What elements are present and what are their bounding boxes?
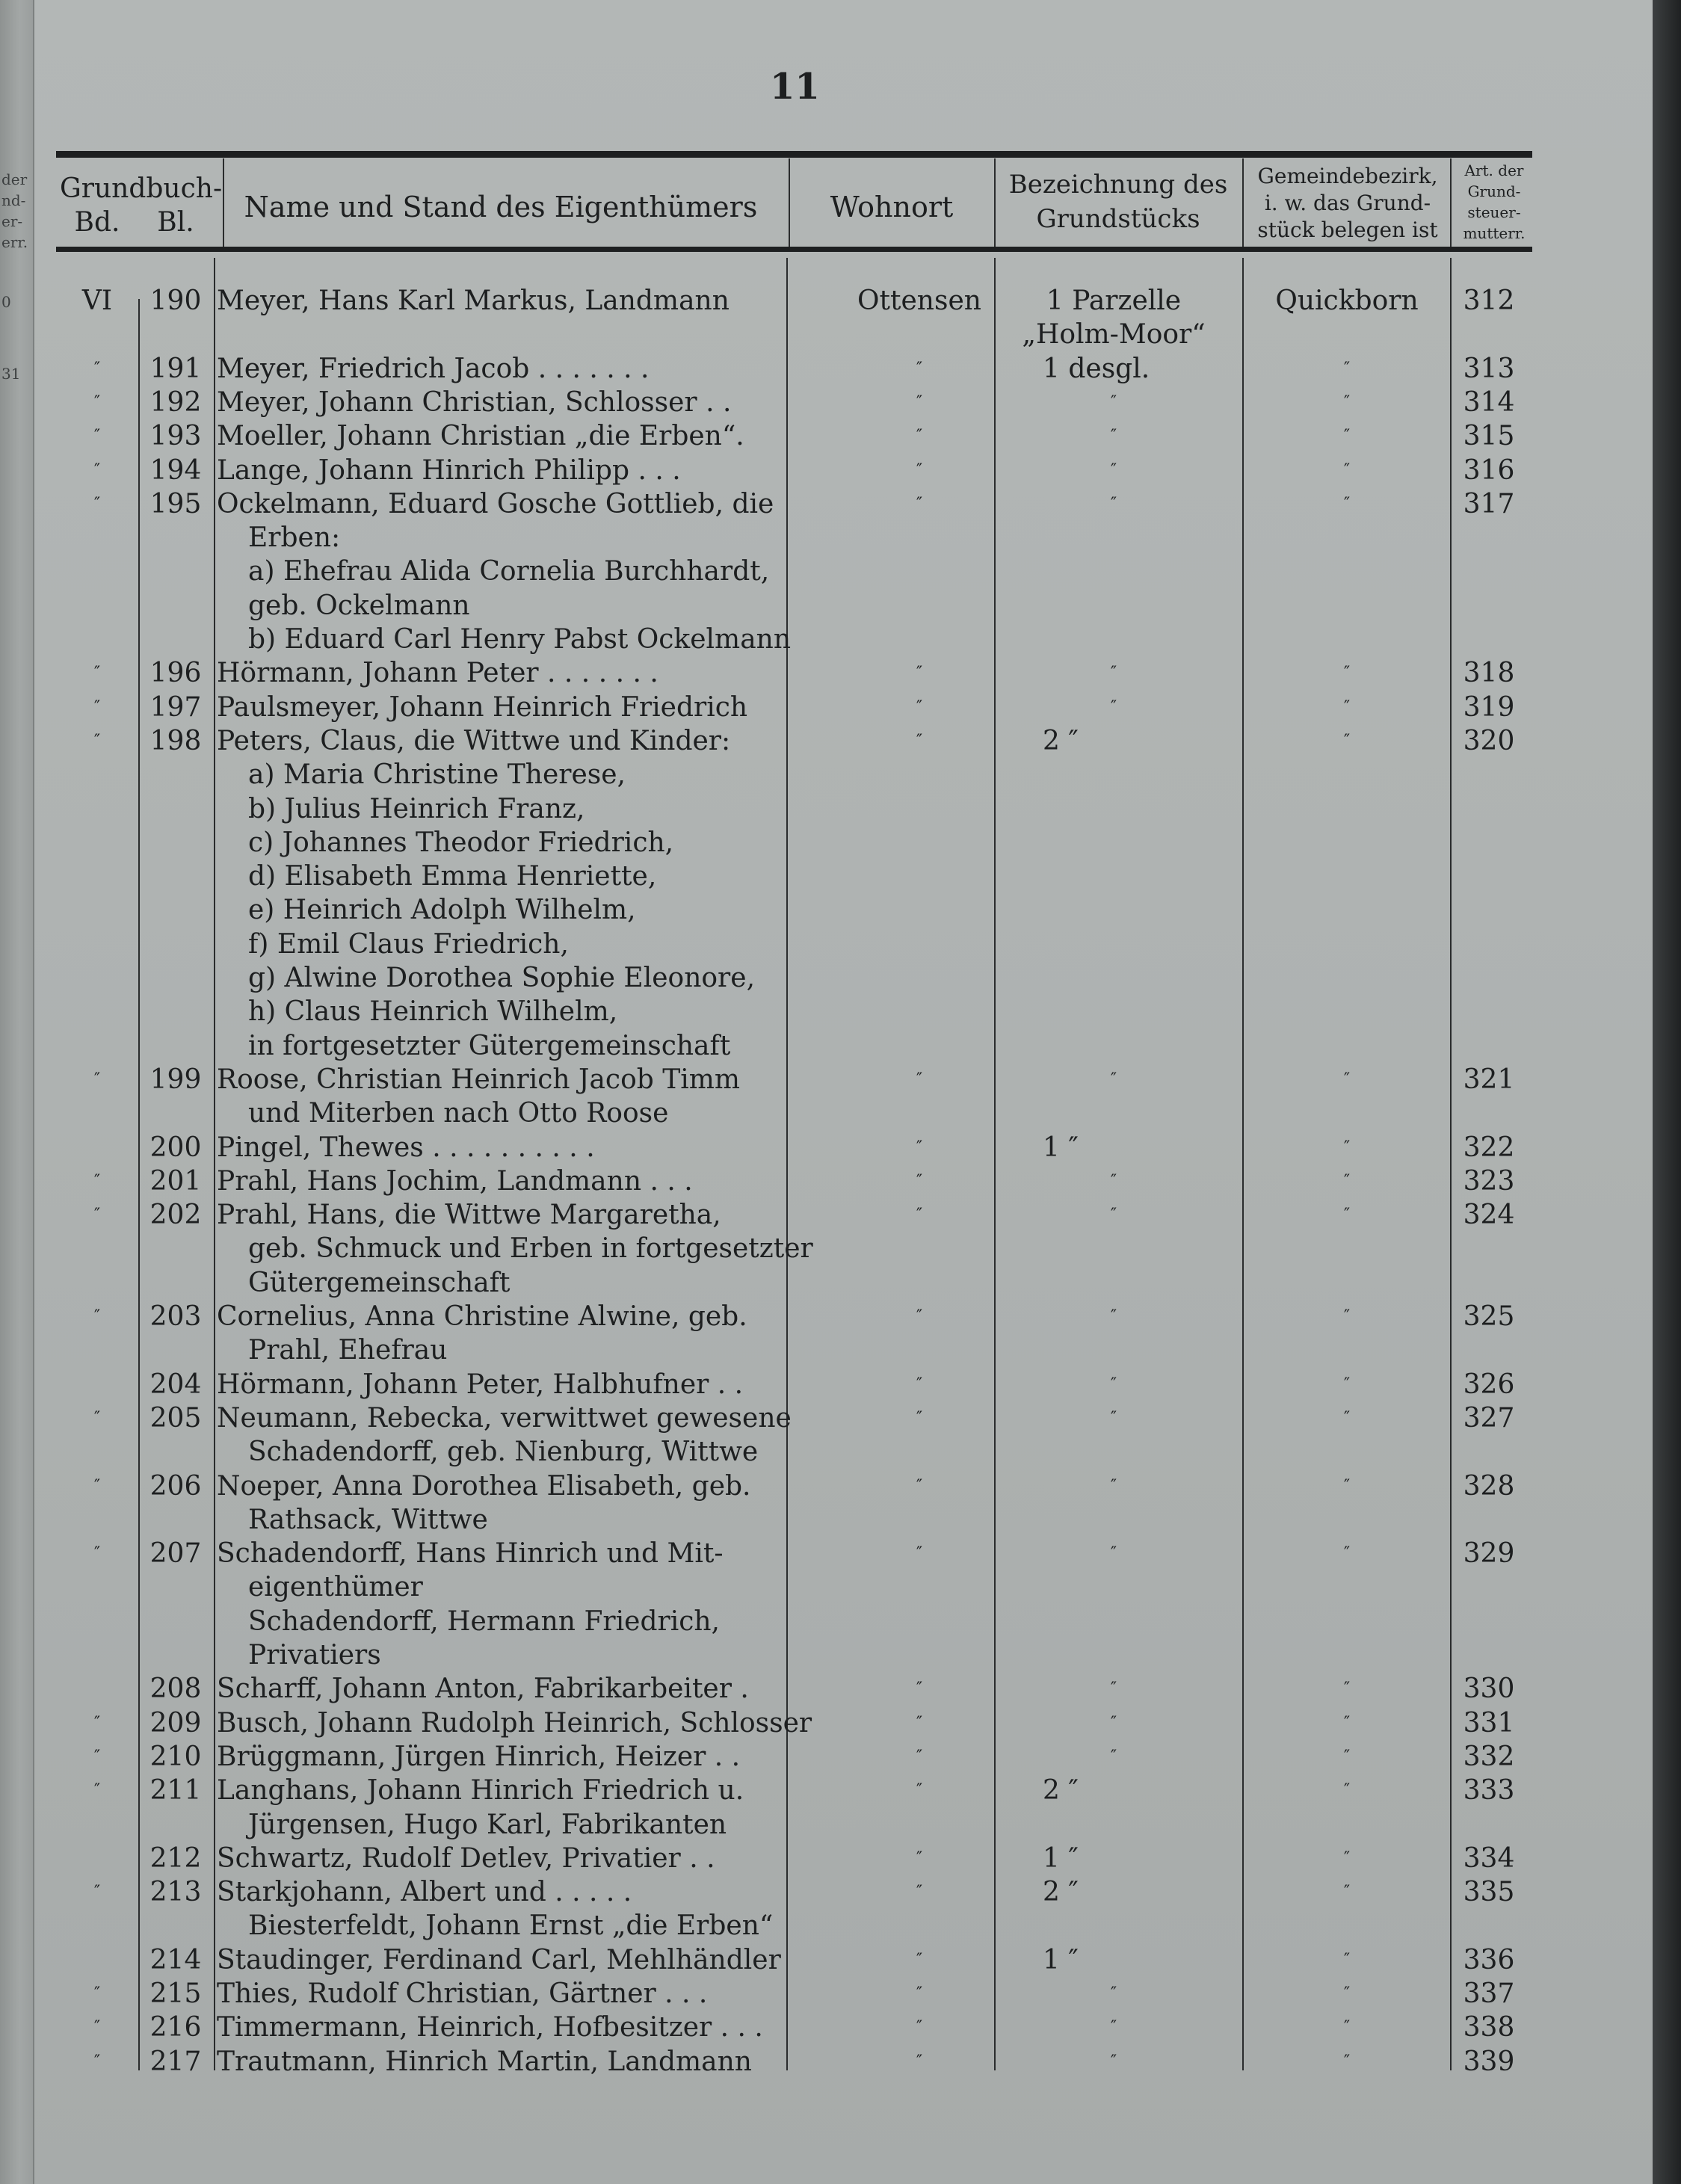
cell-blatt: 199 (149, 1064, 202, 1095)
cell-gemeindebezirk: ″ (1343, 2018, 1351, 2038)
cell-owner-name: Hörmann, Johann Peter, Halbhufner . . (217, 1369, 744, 1400)
cell-band: ″ (93, 2018, 101, 2038)
cell-bezeichnung: 1 Parzelle (1046, 286, 1182, 316)
cell-wohnort: ″ (916, 1747, 923, 1766)
cell-gemeindebezirk: ″ (1343, 1747, 1351, 1766)
cell-wohnort: ″ (916, 460, 923, 480)
cell-owner-name: Prahl, Hans Jochim, Landmann . . . (217, 1165, 693, 1197)
cell-blatt: 210 (149, 1741, 202, 1772)
cell-owner-name-continued: b) Julius Heinrich Franz, (248, 793, 585, 824)
cell-blatt: 206 (149, 1470, 202, 1502)
cell-owner-name-continued: e) Heinrich Adolph Wilhelm, (248, 895, 636, 926)
cell-wohnort: ″ (916, 1679, 923, 1699)
header-grundbuch: Grundbuch- (60, 173, 223, 204)
cell-gemeindebezirk: ″ (1343, 1848, 1351, 1868)
cell-owner-name-continued: Erben: (248, 522, 341, 554)
cell-bezeichnung: ″ (1110, 1544, 1117, 1564)
cell-owner-name: Lange, Johann Hinrich Philipp . . . (217, 454, 681, 486)
cell-artikel-nummer: 334 (1463, 1842, 1515, 1874)
cell-owner-name-continued: Jürgensen, Hugo Karl, Fabrikanten (248, 1809, 727, 1840)
cell-band: ″ (93, 1070, 101, 1089)
cell-blatt: 193 (149, 421, 202, 452)
header-column-separator (223, 158, 224, 247)
cell-artikel-nummer: 326 (1463, 1369, 1515, 1400)
cell-owner-name-continued: f) Emil Claus Friedrich, (248, 928, 569, 960)
cell-owner-name: Timmermann, Heinrich, Hofbesitzer . . . (217, 2012, 763, 2043)
cell-blatt: 202 (149, 1200, 202, 1231)
cell-owner-name: Thies, Rudolf Christian, Gärtner . . . (217, 1978, 708, 2009)
cell-owner-name: Pingel, Thewes . . . . . . . . . . (217, 1132, 595, 1163)
header-art-3: steuer- (1467, 203, 1521, 221)
cell-artikel-nummer: 330 (1463, 1674, 1515, 1705)
cell-bezeichnung: „Holm-Moor“ (1022, 319, 1206, 351)
cell-gemeindebezirk: ″ (1343, 1138, 1351, 1157)
cell-gemeindebezirk: ″ (1343, 1476, 1351, 1496)
cell-gemeindebezirk: Quickborn (1275, 286, 1419, 316)
cell-blatt: 197 (149, 691, 202, 723)
body-column-separator (786, 258, 788, 2070)
cell-artikel-nummer: 329 (1463, 1538, 1515, 1570)
margin-bleed-text: der (1, 170, 28, 188)
cell-wohnort: ″ (916, 1713, 923, 1733)
cell-owner-name-continued: und Miterben nach Otto Roose (248, 1098, 669, 1129)
margin-bleed-text: err. (1, 233, 28, 251)
cell-artikel-nummer: 323 (1463, 1165, 1515, 1197)
cell-bezeichnung: 2 ″ (1043, 725, 1079, 756)
cell-wohnort: ″ (916, 2018, 923, 2038)
cell-artikel-nummer: 331 (1463, 1707, 1515, 1739)
cell-bezeichnung: 1 ″ (1043, 1944, 1079, 1975)
cell-band: ″ (93, 1171, 101, 1191)
cell-bezeichnung: 2 ″ (1043, 1877, 1079, 1908)
cell-artikel-nummer: 320 (1463, 725, 1515, 756)
cell-owner-name-continued: g) Alwine Dorothea Sophie Eleonore, (248, 963, 756, 993)
cell-artikel-nummer: 328 (1463, 1470, 1515, 1502)
cell-gemeindebezirk: ″ (1343, 460, 1351, 480)
cell-blatt: 190 (149, 286, 202, 316)
cell-gemeindebezirk: ″ (1343, 359, 1351, 378)
cell-wohnort: ″ (916, 359, 923, 378)
cell-bezeichnung: ″ (1110, 1984, 1117, 2003)
cell-bezeichnung: ″ (1110, 460, 1117, 480)
cell-gemeindebezirk: ″ (1343, 2052, 1351, 2071)
cell-blatt: 203 (149, 1301, 202, 1332)
cell-gemeindebezirk: ″ (1343, 1950, 1351, 1969)
header-art-2: Grund- (1467, 182, 1521, 200)
cell-gemeindebezirk: ″ (1343, 1408, 1351, 1428)
cell-bezeichnung: ″ (1110, 1747, 1117, 1766)
cell-blatt: 214 (149, 1944, 202, 1975)
cell-artikel-nummer: 313 (1463, 353, 1515, 384)
cell-band: ″ (93, 2052, 101, 2071)
header-bl: Bl. (157, 207, 194, 238)
cell-wohnort: ″ (916, 1476, 923, 1496)
cell-gemeindebezirk: ″ (1343, 1781, 1351, 1801)
cell-gemeindebezirk: ″ (1343, 697, 1351, 717)
cell-wohnort: ″ (916, 1375, 923, 1394)
cell-owner-name-continued: b) Eduard Carl Henry Pabst Ockelmann (248, 624, 792, 655)
cell-wohnort: ″ (916, 1171, 923, 1191)
cell-wohnort: ″ (916, 1883, 923, 1902)
cell-blatt: 211 (149, 1775, 202, 1807)
cell-owner-name: Peters, Claus, die Wittwe und Kinder: (217, 725, 731, 756)
cell-artikel-nummer: 325 (1463, 1301, 1515, 1332)
cell-gemeindebezirk: ″ (1343, 1206, 1351, 1225)
cell-band: VI (81, 286, 113, 316)
cell-artikel-nummer: 338 (1463, 2012, 1515, 2043)
cell-wohnort: ″ (916, 1848, 923, 1868)
cell-artikel-nummer: 321 (1463, 1064, 1515, 1095)
cell-artikel-nummer: 319 (1463, 691, 1515, 723)
header-column-separator (994, 158, 996, 247)
cell-band: ″ (93, 1544, 101, 1564)
cell-band: ″ (93, 1883, 101, 1902)
cell-bezeichnung: ″ (1110, 697, 1117, 717)
cell-owner-name: Cornelius, Anna Christine Alwine, geb. (217, 1301, 747, 1332)
cell-gemeindebezirk: ″ (1343, 1307, 1351, 1326)
cell-owner-name-continued: in fortgesetzter Gütergemeinschaft (248, 1030, 731, 1061)
cell-bezeichnung: ″ (1110, 1476, 1117, 1496)
cell-owner-name-continued: geb. Schmuck und Erben in fortgesetzter (248, 1233, 813, 1265)
cell-gemeindebezirk: ″ (1343, 1883, 1351, 1902)
cell-gemeindebezirk: ″ (1343, 1171, 1351, 1191)
header-top-rule (56, 151, 1532, 158)
cell-band: ″ (93, 1307, 101, 1326)
margin-bleed-text: 0 (1, 293, 11, 311)
header-wohnort: Wohnort (830, 191, 954, 223)
cell-bezeichnung: 1 ″ (1043, 1132, 1079, 1163)
header-column-separator (1450, 158, 1452, 247)
cell-bezeichnung: ″ (1110, 2018, 1117, 2038)
cell-band: ″ (93, 1476, 101, 1496)
page-edge-shadow (1653, 0, 1681, 2184)
cell-wohnort: ″ (916, 392, 923, 412)
cell-band: ″ (93, 1408, 101, 1428)
cell-artikel-nummer: 335 (1463, 1877, 1515, 1908)
cell-wohnort: ″ (916, 1070, 923, 1089)
cell-band: ″ (93, 460, 101, 480)
cell-owner-name: Moeller, Johann Christian „die Erben“. (217, 421, 744, 452)
margin-bleed-text: nd- (1, 191, 26, 209)
cell-wohnort: ″ (916, 1950, 923, 1969)
cell-blatt: 192 (149, 386, 202, 418)
margin-bleed-text: er- (1, 212, 23, 230)
cell-blatt: 209 (149, 1707, 202, 1739)
cell-blatt: 204 (149, 1369, 202, 1400)
cell-owner-name: Starkjohann, Albert und . . . . . (217, 1877, 632, 1908)
cell-owner-name: Busch, Johann Rudolph Heinrich, Schlosser (217, 1707, 812, 1739)
cell-bezeichnung: ″ (1110, 1171, 1117, 1191)
cell-gemeindebezirk: ″ (1343, 1375, 1351, 1394)
cell-artikel-nummer: 336 (1463, 1944, 1515, 1975)
cell-blatt: 215 (149, 1978, 202, 2009)
cell-band: ″ (93, 494, 101, 513)
cell-wohnort: ″ (916, 494, 923, 513)
cell-wohnort: ″ (916, 427, 923, 446)
cell-owner-name: Brüggmann, Jürgen Hinrich, Heizer . . (217, 1741, 741, 1772)
cell-wohnort: ″ (916, 2052, 923, 2071)
cell-owner-name: Meyer, Hans Karl Markus, Landmann (217, 286, 730, 316)
header-art-4: mutterr. (1463, 224, 1526, 242)
binding-edge (0, 0, 34, 2184)
cell-owner-name: Schwartz, Rudolf Detlev, Privatier . . (217, 1842, 715, 1874)
cell-bezeichnung: ″ (1110, 494, 1117, 513)
cell-owner-name: Neumann, Rebecka, verwittwet gewesene (217, 1402, 792, 1434)
cell-bezeichnung: ″ (1110, 1375, 1117, 1394)
cell-owner-name-continued: Biesterfeldt, Johann Ernst „die Erben“ (248, 1910, 774, 1942)
cell-owner-name: Ockelmann, Eduard Gosche Gottlieb, die (217, 488, 774, 519)
header-bottom-rule (56, 247, 1532, 252)
cell-wohnort: ″ (916, 1408, 923, 1428)
cell-bezeichnung: ″ (1110, 1679, 1117, 1699)
cell-owner-name-continued: geb. Ockelmann (248, 590, 470, 621)
cell-owner-name: Hörmann, Johann Peter . . . . . . . (217, 658, 658, 689)
header-gemeinde-3: stück belegen ist (1257, 218, 1438, 242)
cell-blatt: 217 (149, 2046, 202, 2077)
cell-band: ″ (93, 1713, 101, 1733)
cell-blatt: 208 (149, 1674, 202, 1705)
cell-owner-name: Schadendorff, Hans Hinrich und Mit- (217, 1538, 724, 1570)
cell-band: ″ (93, 1984, 101, 2003)
cell-owner-name: Noeper, Anna Dorothea Elisabeth, geb. (217, 1470, 751, 1502)
cell-artikel-nummer: 337 (1463, 1978, 1515, 2009)
cell-bezeichnung: ″ (1110, 1206, 1117, 1225)
cell-wohnort: ″ (916, 697, 923, 717)
cell-gemeindebezirk: ″ (1343, 1984, 1351, 2003)
cell-artikel-nummer: 315 (1463, 421, 1515, 452)
cell-artikel-nummer: 339 (1463, 2046, 1515, 2077)
cell-wohnort: ″ (916, 664, 923, 683)
cell-owner-name-continued: Gütergemeinschaft (248, 1267, 511, 1298)
header-gemeinde-2: i. w. das Grund- (1264, 191, 1431, 215)
cell-owner-name: Trautmann, Hinrich Martin, Landmann (217, 2046, 752, 2077)
cell-gemeindebezirk: ″ (1343, 1713, 1351, 1733)
cell-owner-name-continued: h) Claus Heinrich Wilhelm, (248, 996, 618, 1028)
cell-wohnort: ″ (916, 1307, 923, 1326)
cell-wohnort: ″ (916, 1138, 923, 1157)
header-bd: Bd. (74, 207, 120, 238)
cell-bezeichnung: ″ (1110, 1307, 1117, 1326)
page-number: 11 (770, 66, 820, 108)
cell-blatt: 205 (149, 1402, 202, 1434)
cell-artikel-nummer: 322 (1463, 1132, 1515, 1163)
cell-bezeichnung: ″ (1110, 664, 1117, 683)
cell-owner-name-continued: c) Johannes Theodor Friedrich, (248, 827, 674, 858)
header-column-separator (789, 158, 790, 247)
cell-blatt: 194 (149, 454, 202, 486)
header-name: Name und Stand des Eigenthümers (244, 191, 758, 223)
cell-band: ″ (93, 731, 101, 750)
cell-band: ″ (93, 359, 101, 378)
cell-gemeindebezirk: ″ (1343, 664, 1351, 683)
cell-artikel-nummer: 327 (1463, 1402, 1515, 1434)
header-art-1: Art. der (1464, 161, 1524, 179)
cell-owner-name-continued: d) Elisabeth Emma Henriette, (248, 861, 657, 892)
cell-bezeichnung: ″ (1110, 2052, 1117, 2071)
cell-blatt: 198 (149, 725, 202, 756)
cell-band: ″ (93, 392, 101, 412)
cell-wohnort: ″ (916, 1984, 923, 2003)
cell-bezeichnung: ″ (1110, 427, 1117, 446)
cell-band: ″ (93, 1747, 101, 1766)
cell-artikel-nummer: 324 (1463, 1200, 1515, 1231)
header-bezeichnung-1: Bezeichnung des (1008, 170, 1228, 200)
cell-bezeichnung: 2 ″ (1043, 1775, 1079, 1807)
cell-bezeichnung: 1 ″ (1043, 1842, 1079, 1874)
cell-band: ″ (93, 697, 101, 717)
cell-owner-name-continued: Prahl, Ehefrau (248, 1335, 448, 1366)
cell-gemeindebezirk: ″ (1343, 392, 1351, 412)
cell-artikel-nummer: 332 (1463, 1741, 1515, 1772)
header-column-separator (1242, 158, 1244, 247)
cell-owner-name-continued: a) Maria Christine Therese, (248, 759, 626, 791)
cell-gemeindebezirk: ″ (1343, 494, 1351, 513)
cell-owner-name: Meyer, Johann Christian, Schlosser . . (217, 386, 732, 418)
cell-band: ″ (93, 664, 101, 683)
cell-artikel-nummer: 316 (1463, 454, 1515, 486)
cell-bezeichnung: ″ (1110, 1070, 1117, 1089)
cell-owner-name: Scharff, Johann Anton, Fabrikarbeiter . (217, 1674, 749, 1705)
cell-blatt: 213 (149, 1877, 202, 1908)
cell-artikel-nummer: 314 (1463, 386, 1515, 418)
cell-gemeindebezirk: ″ (1343, 731, 1351, 750)
cell-wohnort: Ottensen (857, 286, 981, 316)
cell-owner-name: Paulsmeyer, Johann Heinrich Friedrich (217, 691, 748, 723)
cell-gemeindebezirk: ″ (1343, 1679, 1351, 1699)
cell-blatt: 201 (149, 1165, 202, 1197)
cell-band: ″ (93, 427, 101, 446)
cell-wohnort: ″ (916, 1544, 923, 1564)
cell-wohnort: ″ (916, 1206, 923, 1225)
cell-owner-name-continued: Rathsack, Wittwe (248, 1504, 488, 1535)
cell-owner-name: Meyer, Friedrich Jacob . . . . . . . (217, 353, 650, 384)
margin-bleed-text: 31 (1, 365, 21, 383)
cell-gemeindebezirk: ″ (1343, 1070, 1351, 1089)
cell-owner-name: Langhans, Johann Hinrich Friedrich u. (217, 1775, 744, 1807)
cell-wohnort: ″ (916, 1781, 923, 1801)
cell-blatt: 212 (149, 1842, 202, 1874)
cell-owner-name: Prahl, Hans, die Wittwe Margaretha, (217, 1200, 721, 1231)
cell-owner-name-continued: Schadendorff, geb. Nienburg, Wittwe (248, 1437, 759, 1468)
cell-owner-name-continued: a) Ehefrau Alida Cornelia Burchhardt, (248, 556, 770, 587)
cell-blatt: 216 (149, 2012, 202, 2043)
cell-blatt: 207 (149, 1538, 202, 1570)
cell-gemeindebezirk: ″ (1343, 1544, 1351, 1564)
cell-blatt: 195 (149, 488, 202, 519)
cell-owner-name-continued: eigenthümer (248, 1572, 423, 1603)
cell-wohnort: ″ (916, 731, 923, 750)
cell-owner-name-continued: Schadendorff, Hermann Friedrich, (248, 1605, 721, 1637)
cell-band: ″ (93, 1781, 101, 1801)
cell-band: ″ (93, 1206, 101, 1225)
cell-artikel-nummer: 318 (1463, 658, 1515, 689)
header-gemeinde-1: Gemeindebezirk, (1257, 164, 1438, 188)
cell-owner-name: Roose, Christian Heinrich Jacob Timm (217, 1064, 741, 1095)
cell-owner-name: Staudinger, Ferdinand Carl, Mehlhändler (217, 1944, 781, 1975)
cell-blatt: 191 (149, 353, 202, 384)
header-bezeichnung-2: Grundstücks (1036, 204, 1200, 234)
cell-bezeichnung: 1 desgl. (1043, 353, 1150, 384)
cell-gemeindebezirk: ″ (1343, 427, 1351, 446)
cell-blatt: 200 (149, 1132, 202, 1163)
cell-blatt: 196 (149, 658, 202, 689)
cell-artikel-nummer: 317 (1463, 488, 1515, 519)
cell-artikel-nummer: 333 (1463, 1775, 1515, 1807)
cell-owner-name-continued: Privatiers (248, 1640, 381, 1671)
cell-bezeichnung: ″ (1110, 1408, 1117, 1428)
cell-artikel-nummer: 312 (1463, 286, 1515, 316)
cell-bezeichnung: ″ (1110, 1713, 1117, 1733)
cell-bezeichnung: ″ (1110, 392, 1117, 412)
